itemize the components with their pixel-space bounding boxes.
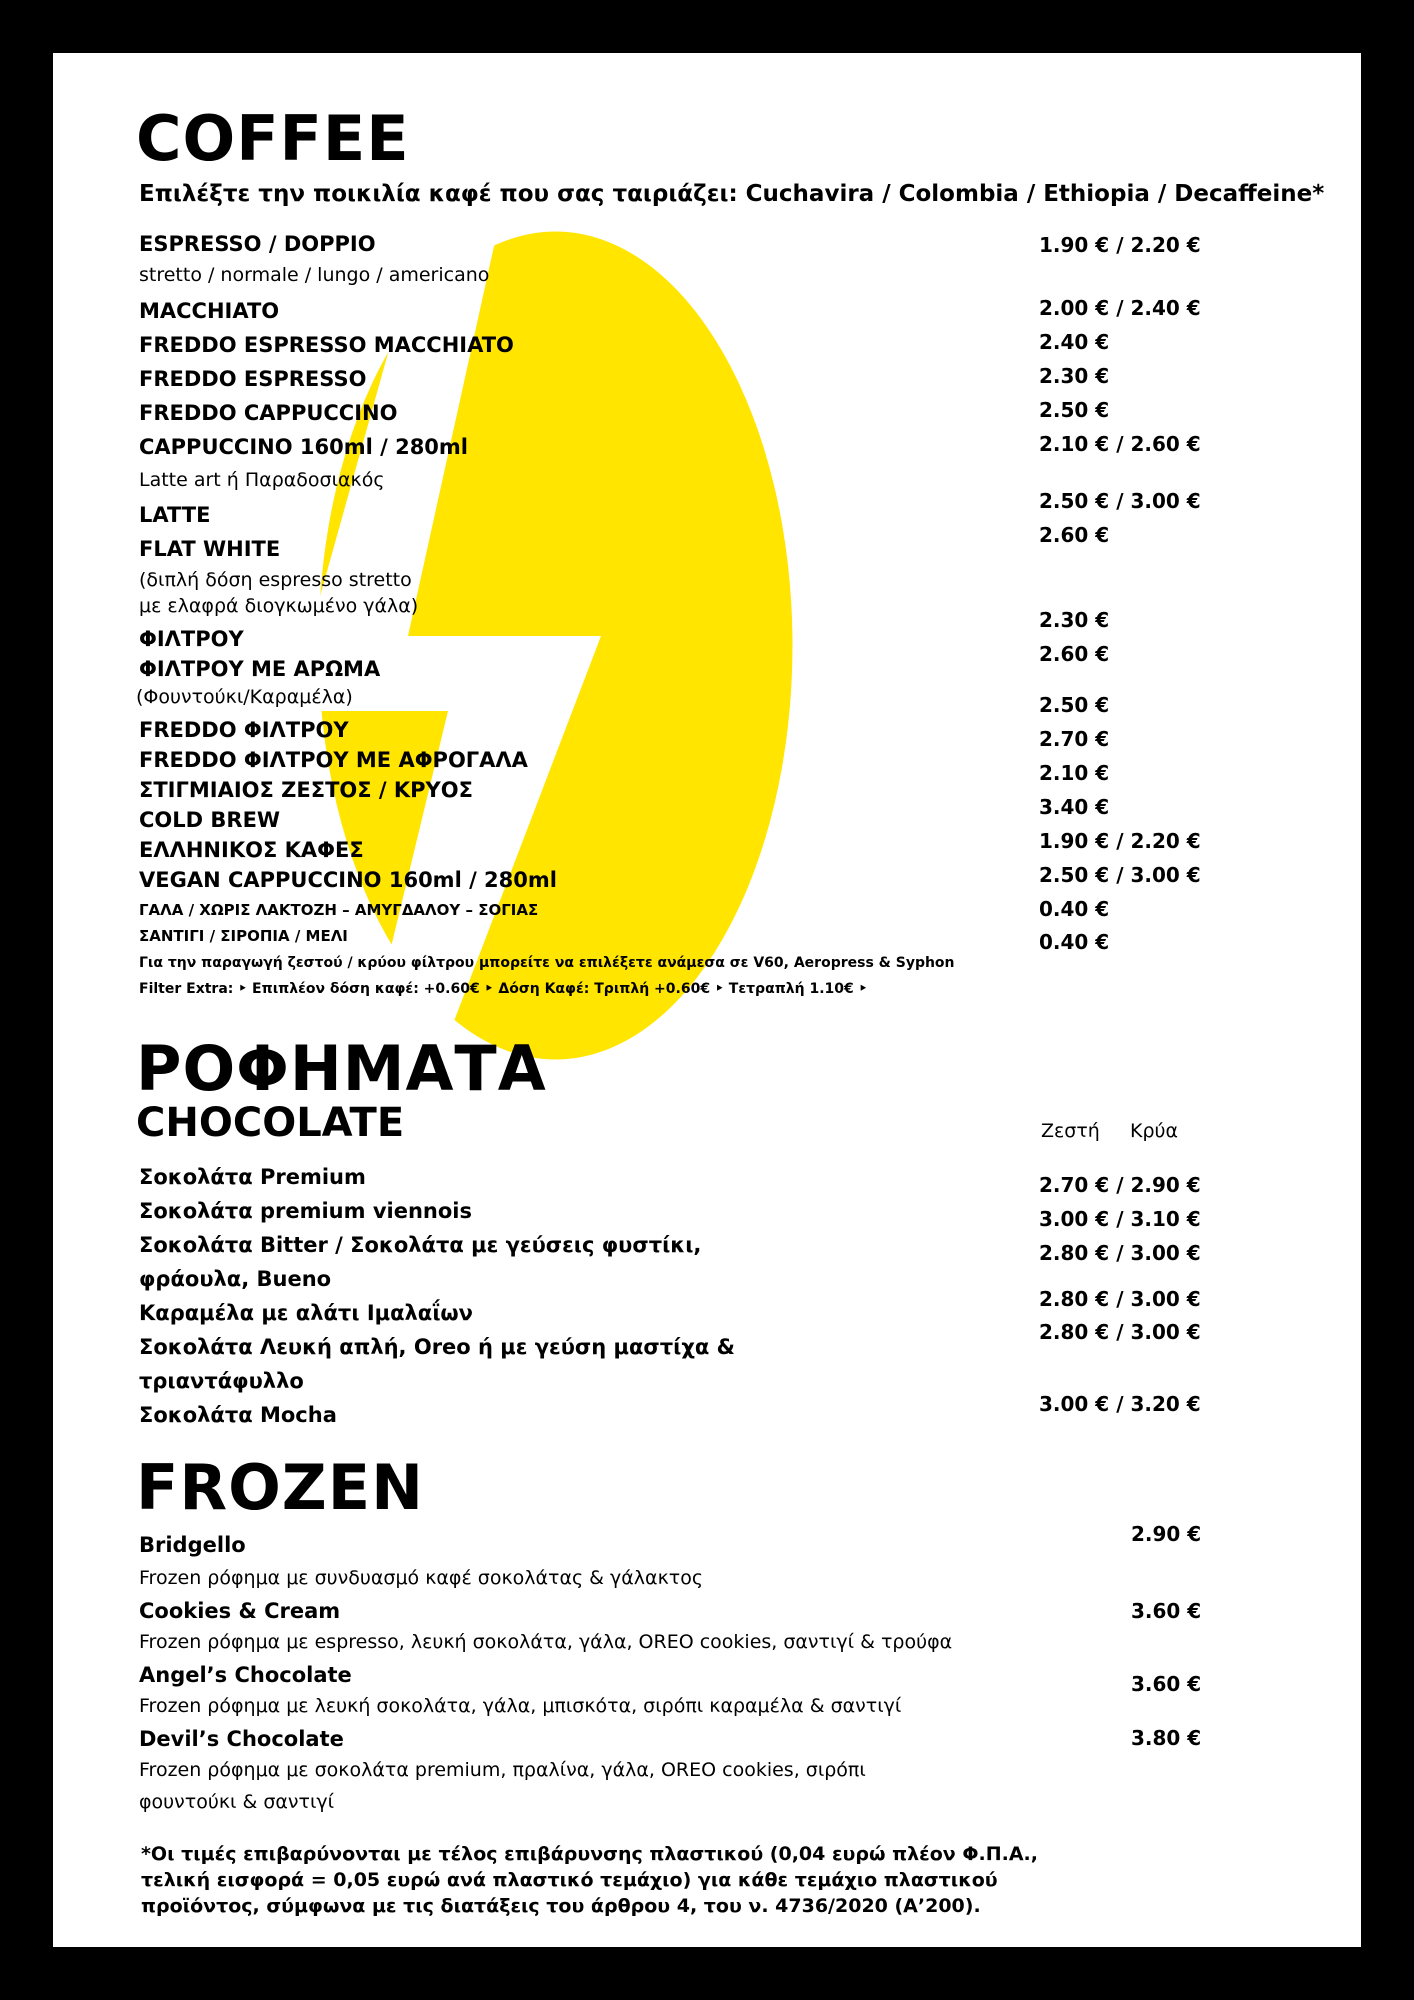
item-milk-options: ΓΑΛΑ / ΧΩΡΙΣ ΛΑΚΤΟΖΗ – ΑΜΥΓΔΑΛΟΥ – ΣΟΓΙΑΣ	[139, 901, 539, 919]
coffee-subtitle: Επιλέξτε την ποικιλία καφέ που σας ταιριάζει: Cuchavira / Colombia / Ethiopia / Decaffeine*	[139, 181, 1325, 207]
price: 2.30 €	[1039, 608, 1110, 632]
desc-bridgello: Frozen ρόφημα με συνδυασμό καφέ σοκολάτας & γάλακτος	[139, 1567, 703, 1589]
price: 2.00 € / 2.40 €	[1039, 296, 1201, 320]
hot-column-label: Ζεστή	[1041, 1120, 1100, 1142]
item-salted-caramel: Καραμέλα με αλάτι Ιμαλαΐων	[139, 1301, 473, 1325]
coffee-title: COFFEE	[136, 102, 410, 175]
price: 2.70 € / 2.90 €	[1039, 1173, 1201, 1197]
item-instant: ΣΤΙΓΜΙΑΙΟΣ ΖΕΣΤΟΣ / ΚΡΥΟΣ	[139, 778, 473, 802]
item-chocolate-bitter-cont: φράουλα, Bueno	[139, 1267, 332, 1291]
footnote-line-1: *Οι τιμές επιβαρύνονται με τέλος επιβάρυνσης πλαστικού (0,04 ευρώ πλέον Φ.Π.Α.,	[141, 1843, 1038, 1865]
footnote-line-3: προϊόντος, σύμφωνα με τις διατάξεις του άρθρου 4, του ν. 4736/2020 (Α’200).	[141, 1895, 981, 1917]
price: 2.50 €	[1039, 693, 1110, 717]
item-freddo-filtrou: FREDDO ΦΙΛΤΡΟΥ	[139, 718, 349, 742]
item-cappuccino: CAPPUCCINO 160ml / 280ml	[139, 435, 468, 459]
price: 1.90 € / 2.20 €	[1039, 829, 1201, 853]
desc-angels-chocolate: Frozen ρόφημα με λευκή σοκολάτα, γάλα, μπισκότα, σιρόπι καραμέλα & σαντιγί	[139, 1695, 902, 1717]
desc-devils-chocolate-2: φουντούκι & σαντιγί	[139, 1791, 335, 1813]
item-chocolate-viennois: Σοκολάτα premium viennois	[139, 1199, 472, 1223]
footnote-line-2: τελική εισφορά = 0,05 ευρώ ανά πλαστικό τεμάχιο) για κάθε τεμάχιο πλαστικού	[141, 1869, 998, 1891]
desc-flat-white-1: (διπλή δόση espresso stretto	[139, 569, 412, 591]
desc-devils-chocolate-1: Frozen ρόφημα με σοκολάτα premium, πραλίνα, γάλα, OREO cookies, σιρόπι	[139, 1759, 866, 1781]
price: 2.50 €	[1039, 398, 1110, 422]
price: 3.80 €	[1131, 1726, 1202, 1750]
item-espresso: ESPRESSO / DOPPIO	[139, 232, 376, 256]
price: 2.40 €	[1039, 330, 1110, 354]
price: 3.60 €	[1131, 1672, 1202, 1696]
menu-page	[53, 53, 1361, 1947]
item-white-chocolate: Σοκολάτα Λευκή απλή, Oreo ή με γεύση μαστίχα &	[139, 1335, 735, 1359]
item-cold-brew: COLD BREW	[139, 808, 281, 832]
desc-cookies-cream: Frozen ρόφημα με espresso, λευκή σοκολάτα, γάλα, OREO cookies, σαντιγί & τρούφα	[139, 1631, 953, 1653]
frozen-title: FROZEN	[136, 1451, 424, 1524]
cold-column-label: Κρύα	[1130, 1120, 1179, 1142]
item-chocolate-mocha: Σοκολάτα Mocha	[139, 1403, 337, 1427]
desc-flat-white-2: με ελαφρά διογκωμένο γάλα)	[139, 595, 419, 617]
chocolate-subtitle: CHOCOLATE	[136, 1100, 405, 1146]
price: 0.40 €	[1039, 930, 1110, 954]
price: 2.50 € / 3.00 €	[1039, 863, 1201, 887]
price: 3.00 € / 3.20 €	[1039, 1392, 1201, 1416]
price: 2.60 €	[1039, 523, 1110, 547]
item-angels-chocolate: Angel’s Chocolate	[139, 1663, 352, 1687]
price: 3.00 € / 3.10 €	[1039, 1207, 1201, 1231]
price: 1.90 € / 2.20 €	[1039, 233, 1201, 257]
price: 2.70 €	[1039, 727, 1110, 751]
item-flat-white: FLAT WHITE	[139, 537, 281, 561]
item-filtrou: ΦΙΛΤΡΟΥ	[139, 627, 244, 651]
item-chocolate-premium: Σοκολάτα Premium	[139, 1165, 366, 1189]
filter-brew-note: Για την παραγωγή ζεστού / κρύου φίλτρου μπορείτε να επιλέξετε ανάμεσα σε V60, Aeropress & Syphon	[139, 955, 955, 971]
item-freddo-cappuccino: FREDDO CAPPUCCINO	[139, 401, 398, 425]
item-white-chocolate-cont: τριαντάφυλλο	[139, 1369, 304, 1393]
item-freddo-espresso-macchiato: FREDDO ESPRESSO MACCHIATO	[139, 333, 514, 357]
price: 2.10 € / 2.60 €	[1039, 432, 1201, 456]
price: 3.40 €	[1039, 795, 1110, 819]
price: 2.10 €	[1039, 761, 1110, 785]
item-chocolate-bitter: Σοκολάτα Bitter / Σοκολάτα με γεύσεις φυστίκι,	[139, 1233, 702, 1257]
desc-cappuccino: Latte art ή Παραδοσιακός	[139, 469, 385, 491]
item-macchiato: MACCHIATO	[139, 299, 280, 323]
item-greek-coffee: ΕΛΛΗΝΙΚΟΣ ΚΑΦΕΣ	[139, 838, 364, 862]
price: 2.80 € / 3.00 €	[1039, 1320, 1201, 1344]
item-bridgello: Bridgello	[139, 1533, 246, 1557]
price: 0.40 €	[1039, 897, 1110, 921]
price: 2.80 € / 3.00 €	[1039, 1241, 1201, 1265]
item-freddo-filtrou-afrogala: FREDDO ΦΙΛΤΡΟΥ ΜΕ ΑΦΡΟΓΑΛΑ	[139, 748, 528, 772]
price: 3.60 €	[1131, 1599, 1202, 1623]
desc-espresso: stretto / normale / lungo / americano	[139, 264, 490, 286]
price: 2.90 €	[1131, 1522, 1202, 1546]
item-latte: LATTE	[139, 503, 211, 527]
drinks-title: ΡΟΦΗΜΑΤΑ	[136, 1032, 547, 1105]
item-filtrou-aroma: ΦΙΛΤΡΟΥ ΜΕ ΑΡΩΜΑ	[139, 657, 381, 681]
item-cookies-cream: Cookies & Cream	[139, 1599, 341, 1623]
price: 2.30 €	[1039, 364, 1110, 388]
item-devils-chocolate: Devil’s Chocolate	[139, 1727, 344, 1751]
item-freddo-espresso: FREDDO ESPRESSO	[139, 367, 367, 391]
price: 2.50 € / 3.00 €	[1039, 489, 1201, 513]
price: 2.80 € / 3.00 €	[1039, 1287, 1201, 1311]
desc-filtrou-aroma: (Φουντούκι/Καραμέλα)	[136, 686, 353, 708]
item-extras: ΣΑΝΤΙΓΙ / ΣΙΡΟΠΙΑ / ΜΕΛΙ	[139, 927, 348, 945]
item-vegan-cappuccino: VEGAN CAPPUCCINO 160ml / 280ml	[139, 868, 557, 892]
filter-extra-note: Filter Extra: ‣ Επιπλέον δόση καφέ: +0.60€ ‣ Δόση Καφέ: Τριπλή +0.60€ ‣ Τετραπλή 1.10€ ‣	[139, 981, 868, 997]
price: 2.60 €	[1039, 642, 1110, 666]
